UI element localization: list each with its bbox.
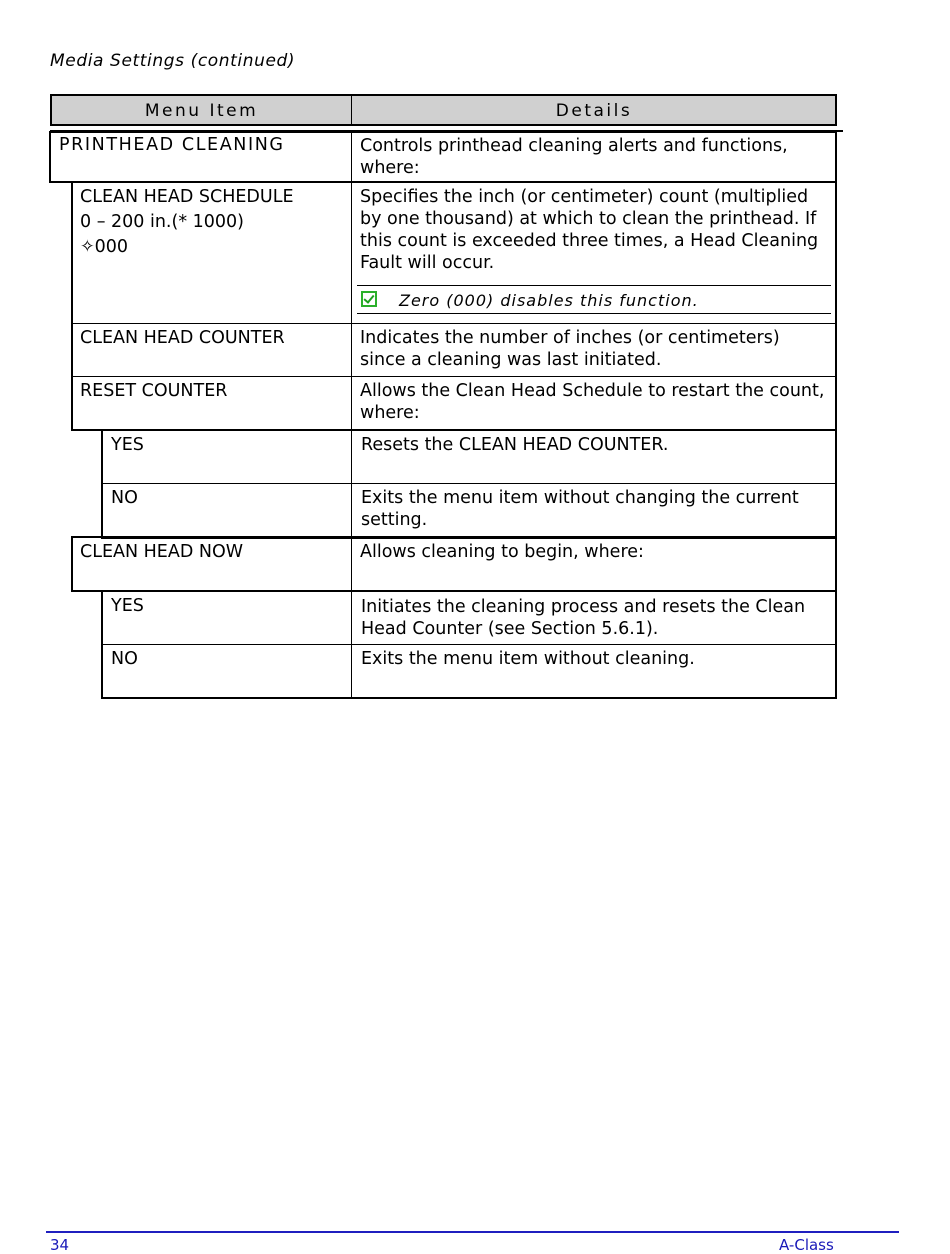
footer-divider — [46, 1231, 899, 1233]
item-clean-head-now: CLEAN HEAD NOW — [80, 542, 244, 562]
details-printhead-cleaning: Controls printhead cleaning alerts and functions, where: — [360, 136, 788, 178]
item-reset-no: NO — [111, 488, 138, 508]
item-schedule-default: ✧000 — [80, 237, 129, 257]
page-number: 34 — [50, 1236, 70, 1254]
check-box-icon — [361, 291, 377, 307]
details-reset-yes: Resets the CLEAN HEAD COUNTER. — [361, 435, 669, 455]
details-clean-head-now: Allows cleaning to begin, where: — [360, 542, 644, 562]
item-reset-counter: RESET COUNTER — [80, 381, 228, 401]
item-printhead-cleaning: PRINTHEAD CLEANING — [59, 135, 285, 155]
details-reset-counter: Allows the Clean Head Schedule to restart the count, where: — [360, 381, 825, 423]
item-schedule-range: 0 – 200 in.(* 1000) — [80, 212, 244, 232]
section-title: Media Settings (continued) — [50, 51, 296, 71]
note — [361, 291, 699, 310]
note-text: Zero (000) disables this function. — [399, 291, 699, 310]
header-menu-item: Menu Item — [144, 101, 259, 121]
product-name: A-Class — [779, 1236, 834, 1254]
item-clean-head-counter: CLEAN HEAD COUNTER — [80, 328, 285, 348]
item-reset-yes: YES — [111, 435, 144, 455]
details-reset-no: Exits the menu item without changing the current setting. — [361, 488, 799, 530]
details-clean-head-schedule: Specifies the inch (or centimeter) count (multiplied by one thousand) at which to clean the printhead. If this count is exceeded three times, a Head Cleaning Fault will occur. — [360, 187, 819, 273]
item-clean-head-schedule: CLEAN HEAD SCHEDULE — [80, 187, 294, 207]
details-clean-head-counter: Indicates the number of inches (or centimeters) since a cleaning was last initiated. — [360, 328, 780, 370]
header-details: Details — [555, 101, 633, 121]
details-now-no: Exits the menu item without cleaning. — [361, 649, 695, 669]
item-now-no: NO — [111, 649, 138, 669]
details-now-yes: Initiates the cleaning process and resets the Clean Head Counter (see Section 5.6.1). — [361, 597, 806, 639]
item-now-yes: YES — [111, 596, 144, 616]
